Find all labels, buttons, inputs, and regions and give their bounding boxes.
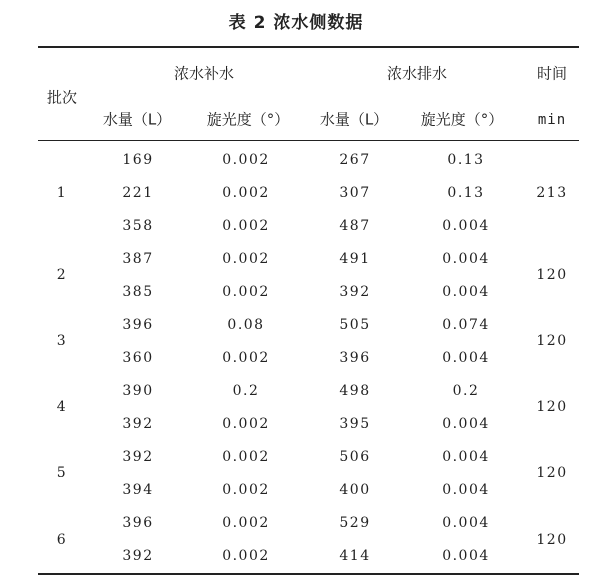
discharge-rotation-cell: 0.004 xyxy=(442,350,490,366)
discharge-rotation-cell: 0.004 xyxy=(442,251,490,267)
discharge-volume-cell: 487 xyxy=(339,218,371,234)
discharge-rotation-cell: 0.13 xyxy=(447,185,485,201)
batch-time: 120 xyxy=(536,465,568,481)
discharge-rotation-cell: 0.004 xyxy=(442,449,490,465)
supply-rotation-cell: 0.08 xyxy=(227,317,265,333)
batch-time: 120 xyxy=(536,333,568,349)
time-header: 时间 xyxy=(536,64,568,83)
supply-volume-cell: 385 xyxy=(122,284,154,300)
discharge-rotation-cell: 0.13 xyxy=(447,152,485,168)
discharge-volume-cell: 529 xyxy=(339,515,371,531)
supply-volume-cell: 394 xyxy=(122,482,154,498)
discharge-volume-cell: 505 xyxy=(339,317,371,333)
time-unit-header: min xyxy=(537,112,567,128)
batch-label: 5 xyxy=(56,465,68,481)
supply-rotation-cell: 0.002 xyxy=(222,350,270,366)
discharge-volume-cell: 267 xyxy=(339,152,371,168)
discharge-volume-cell: 491 xyxy=(339,251,371,267)
discharge-volume-cell: 506 xyxy=(339,449,371,465)
supply-volume-cell: 392 xyxy=(122,449,154,465)
bottom-rule xyxy=(38,573,579,575)
supply-rotation-cell: 0.002 xyxy=(222,185,270,201)
discharge-volume-header: 水量（L） xyxy=(319,110,389,129)
supply-rotation-cell: 0.002 xyxy=(222,548,270,564)
discharge-volume-cell: 414 xyxy=(339,548,371,564)
discharge-volume-cell: 392 xyxy=(339,284,371,300)
discharge-volume-cell: 307 xyxy=(339,185,371,201)
discharge-rotation-cell: 0.004 xyxy=(442,482,490,498)
supply-volume-cell: 396 xyxy=(122,317,154,333)
supply-rotation-cell: 0.002 xyxy=(222,449,270,465)
discharge-volume-cell: 400 xyxy=(339,482,371,498)
batch-time: 120 xyxy=(536,399,568,415)
discharge-rotation-cell: 0.004 xyxy=(442,416,490,432)
supply-volume-cell: 221 xyxy=(122,185,154,201)
batch-time: 120 xyxy=(536,267,568,283)
supply-group-header: 浓水补水 xyxy=(173,64,235,83)
discharge-volume-cell: 396 xyxy=(339,350,371,366)
supply-volume-cell: 392 xyxy=(122,416,154,432)
batch-label: 4 xyxy=(56,399,68,415)
supply-volume-cell: 396 xyxy=(122,515,154,531)
batch-header: 批次 xyxy=(46,88,78,107)
supply-volume-cell: 392 xyxy=(122,548,154,564)
supply-rotation-cell: 0.002 xyxy=(222,416,270,432)
discharge-rotation-cell: 0.004 xyxy=(442,515,490,531)
batch-label: 6 xyxy=(56,532,68,548)
discharge-rotation-cell: 0.074 xyxy=(442,317,490,333)
discharge-rotation-cell: 0.004 xyxy=(442,548,490,564)
supply-rotation-header: 旋光度（°） xyxy=(206,110,290,129)
supply-volume-header: 水量（L） xyxy=(102,110,172,129)
supply-rotation-cell: 0.002 xyxy=(222,515,270,531)
supply-volume-cell: 390 xyxy=(122,383,154,399)
batch-time: 213 xyxy=(536,185,568,201)
supply-volume-cell: 169 xyxy=(122,152,154,168)
discharge-rotation-cell: 0.2 xyxy=(452,383,480,399)
batch-label: 2 xyxy=(56,267,68,283)
discharge-volume-cell: 395 xyxy=(339,416,371,432)
discharge-rotation-header: 旋光度（°） xyxy=(420,110,504,129)
batch-label: 3 xyxy=(56,333,68,349)
supply-rotation-cell: 0.002 xyxy=(222,218,270,234)
supply-volume-cell: 387 xyxy=(122,251,154,267)
supply-volume-cell: 358 xyxy=(122,218,154,234)
supply-rotation-cell: 0.002 xyxy=(222,251,270,267)
supply-rotation-cell: 0.2 xyxy=(232,383,260,399)
supply-rotation-cell: 0.002 xyxy=(222,284,270,300)
table-title: 表 2 浓水侧数据 xyxy=(228,13,364,33)
supply-rotation-cell: 0.002 xyxy=(222,482,270,498)
batch-label: 1 xyxy=(56,185,68,201)
discharge-rotation-cell: 0.004 xyxy=(442,218,490,234)
supply-volume-cell: 360 xyxy=(122,350,154,366)
discharge-volume-cell: 498 xyxy=(339,383,371,399)
supply-rotation-cell: 0.002 xyxy=(222,152,270,168)
batch-time: 120 xyxy=(536,532,568,548)
discharge-group-header: 浓水排水 xyxy=(386,64,448,83)
discharge-rotation-cell: 0.004 xyxy=(442,284,490,300)
top-rule xyxy=(38,46,579,48)
header-rule xyxy=(38,140,579,141)
